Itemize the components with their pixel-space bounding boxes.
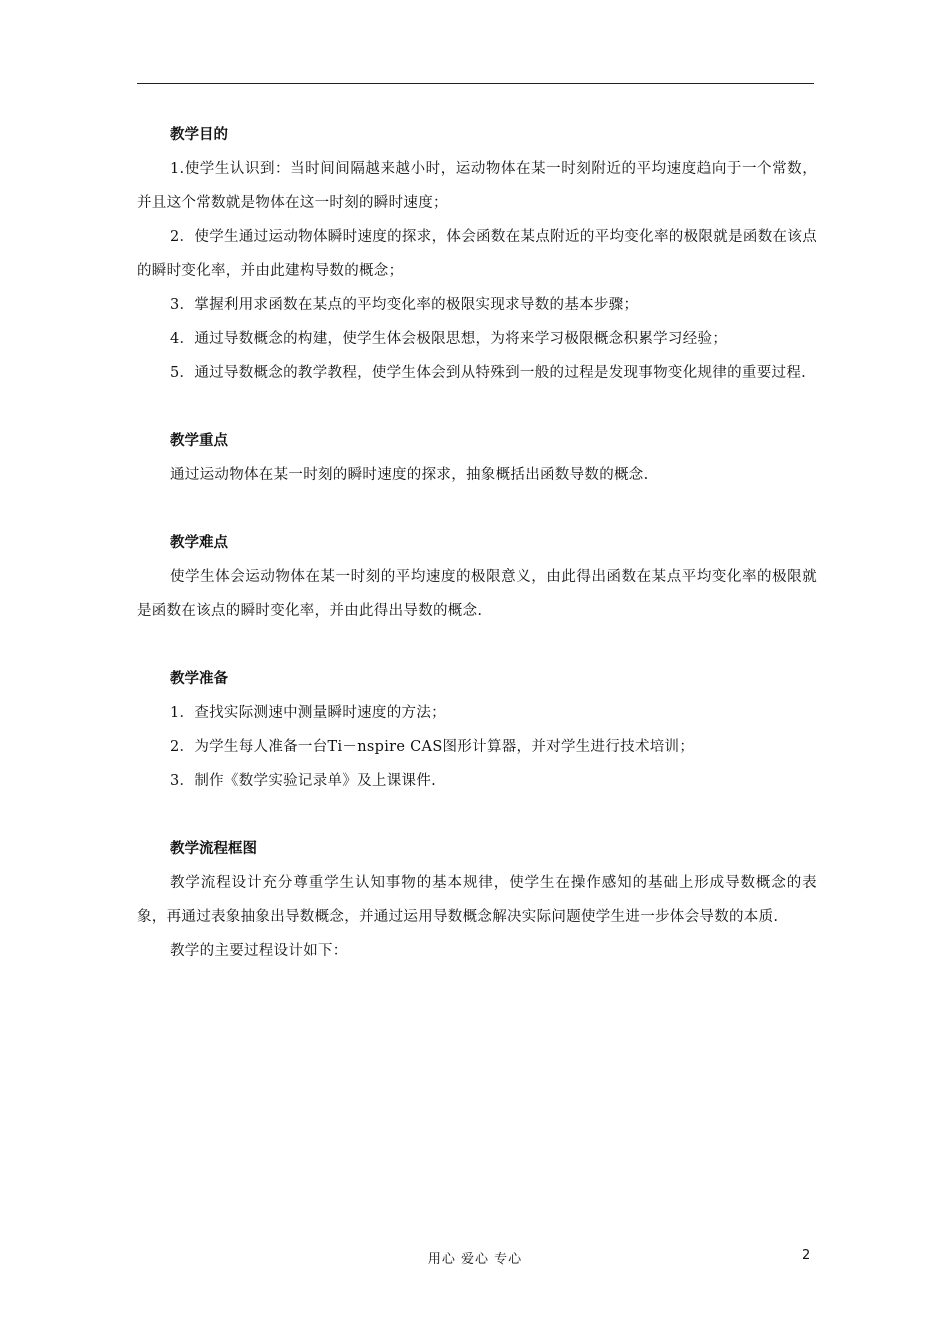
header-rule [137, 83, 814, 84]
section-heading: 教学难点 [170, 535, 228, 551]
footer-slogan: 用心 爱心 专心 [427, 1252, 523, 1267]
section-heading: 教学准备 [170, 671, 228, 687]
section-flowchart [137, 832, 817, 968]
paragraph: 使学生体会运动物体在某一时刻的平均速度的极限意义，由此得出函数在某点平均变化率的极限就是函数在该点的瞬时变化率，并由此得出导数的概念. [137, 569, 817, 619]
document-body [137, 118, 817, 1002]
section-heading: 教学流程框图 [170, 841, 257, 857]
section-teaching-objectives [137, 118, 817, 390]
paragraph: 2．使学生通过运动物体瞬时速度的探求，体会函数在某点附近的平均变化率的极限就是函数在该点的瞬时变化率，并由此建构导数的概念； [137, 229, 817, 279]
paragraph: 教学流程设计充分尊重学生认知事物的基本规律，使学生在操作感知的基础上形成导数概念的表象，再通过表象抽象出导数概念，并通过运用导数概念解决实际问题使学生进一步体会导数的本质. [137, 875, 817, 925]
paragraph: 4．通过导数概念的构建，使学生体会极限思想，为将来学习极限概念积累学习经验； [170, 331, 728, 347]
section-key-points [137, 424, 817, 492]
paragraph: 2．为学生每人准备一台Ti－nspire CAS图形计算器，并对学生进行技术培训； [170, 739, 695, 755]
section-heading: 教学目的 [170, 127, 228, 143]
paragraph: 教学的主要过程设计如下： [170, 943, 348, 959]
paragraph: 5．通过导数概念的教学教程，使学生体会到从特殊到一般的过程是发现事物变化规律的重要过程. [170, 365, 807, 381]
page-number: 2 [802, 1248, 811, 1263]
paragraph: 1.使学生认识到：当时间间隔越来越小时，运动物体在某一时刻附近的平均速度趋向于一个常数，并且这个常数就是物体在这一时刻的瞬时速度； [137, 161, 817, 211]
paragraph: 通过运动物体在某一时刻的瞬时速度的探求，抽象概括出函数导数的概念. [170, 467, 649, 483]
paragraph: 3．制作《数学实验记录单》及上课课件. [170, 773, 437, 789]
section-heading: 教学重点 [170, 433, 228, 449]
paragraph: 3．掌握利用求函数在某点的平均变化率的极限实现求导数的基本步骤； [170, 297, 639, 313]
paragraph: 1．查找实际测速中测量瞬时速度的方法； [170, 705, 446, 721]
section-preparation [137, 662, 817, 798]
section-difficulties [137, 526, 817, 628]
